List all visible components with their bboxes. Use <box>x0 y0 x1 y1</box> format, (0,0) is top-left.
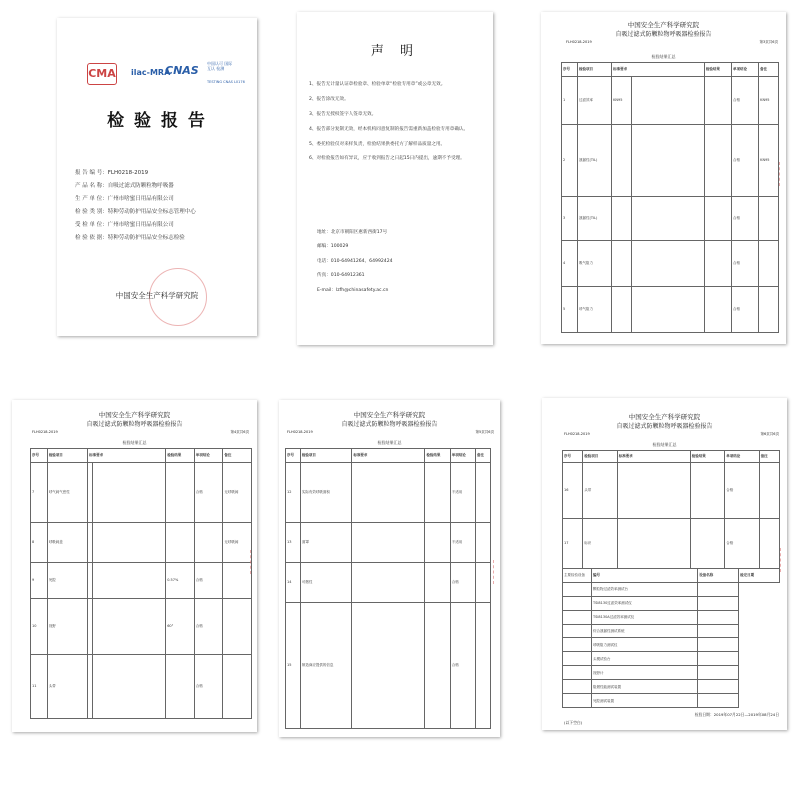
result-cell: 合格 <box>732 197 759 241</box>
item-cell: 面罩 <box>300 523 351 563</box>
item-cell: 视野 <box>47 599 87 655</box>
header-cell: 序号 <box>563 451 583 463</box>
cnas-caption: 中国认可 国际互认 检测 <box>207 61 233 71</box>
item-cell: 呼气阀气密性 <box>47 463 87 523</box>
page-number: 第4页共6页 <box>230 430 249 434</box>
declaration-item: 4、报告部分复制无效，经本机构同意复制的报告需重新加盖检验专用章确认。 <box>309 126 469 132</box>
equipment-label: 主要检验设备 <box>563 569 592 583</box>
cover-page <box>57 18 257 336</box>
report-number: FLH0218-2019 <box>32 430 58 434</box>
cover-field-value: 广州市啥蜜日用品有限公司 <box>107 222 174 228</box>
item-cell: 死腔 <box>47 563 87 599</box>
contact-info <box>317 230 487 302</box>
cover-field-value: FLH0218-2019 <box>107 170 149 176</box>
cover-fields <box>75 168 250 246</box>
item-cell: 制造商应提供的信息 <box>300 603 351 729</box>
declaration-page <box>297 12 493 345</box>
header-cell: 备注 <box>759 63 779 77</box>
header-cell: 标准要求 <box>617 451 690 463</box>
equipment-rows <box>563 582 780 707</box>
header-cell: 序号 <box>562 63 578 77</box>
result-cell: 合格 <box>732 241 759 287</box>
cover-field-row: 检 验 类 别：特种劳动防护用品安全标志管理中心 <box>75 209 196 215</box>
equipment-row <box>563 680 780 694</box>
results-table: 序号 检验项目 标准要求 检验结果 单项结论 备注 7 呼气阀气密性 合格 无呼吸阀 8 呼吸阀盖 无呼吸阀 9 死腔 0.57% 合格 10 视野 60° 合格 11 头带 合格 <box>30 448 252 719</box>
summary-label: 检验结果汇总 <box>652 442 677 447</box>
page-institute: 中国安全生产科学研究院 <box>98 411 171 419</box>
equipment-name: 呼吸阻力测试仪 <box>592 638 698 652</box>
header-cell: 备注 <box>223 449 252 463</box>
cnas-caption-en: TESTING CNAS L0176 <box>207 80 245 84</box>
item-cell: 呼气阻力 <box>577 287 611 333</box>
contact-line: 邮编：100029 <box>317 244 349 250</box>
page-seal-mark <box>780 548 785 572</box>
equipment-name: 阻燃性能测试装置 <box>592 680 698 694</box>
equipment-name: 死腔测试装置 <box>592 694 698 708</box>
cover-field-label: 生 产 单 位 <box>75 196 103 202</box>
cover-institute: 中国安全生产科学研究院 <box>115 291 199 300</box>
page-seal-mark <box>250 550 255 574</box>
equipment-table: 主要检验设备 编号 设备名称 检定日期 颗粒物过滤效率测试台 TSI8130过滤效率测试仪 TSI8130A过滤效率测试仪 综合泄漏性测试系统 呼吸阻力测试仪 头模试验台 视野计 阻燃性能测试装置 死腔测试装置 <box>562 568 780 708</box>
header-cell: 单项结论 <box>725 451 759 463</box>
equipment-row <box>563 582 780 596</box>
declaration-item: 6、对检验报告如有异议，应于收到报告之日起15日内提出，逾期不予受理。 <box>309 156 465 162</box>
item-cell: 可燃性 <box>300 563 351 603</box>
header-cell: 标准要求 <box>352 449 425 463</box>
item-cell: 标识 <box>583 519 617 569</box>
cover-field-row: 生 产 单 位：广州市啥蜜日用品有限公司 <box>75 196 174 202</box>
equipment-row <box>563 610 780 624</box>
report-page-3 <box>541 12 786 344</box>
header-cell: 检验结果 <box>704 63 731 77</box>
remark-cell: KN95 <box>759 77 779 125</box>
page-subtitle: 自吸过滤式防颗粒物呼吸器检验报告 <box>86 421 183 428</box>
page-number: 第5页共6页 <box>475 430 494 434</box>
item-cell: 实际有效呼吸面积 <box>300 463 351 523</box>
item-cell: 泄漏性(TIL) <box>577 125 611 197</box>
page-subtitle: 自吸过滤式防颗粒物呼吸器检验报告 <box>616 423 713 430</box>
header-cell: 单项结论 <box>450 449 475 463</box>
declaration-item: 3、报告无授权签字人签章无效。 <box>309 111 377 117</box>
result-cell: 不适用 <box>450 523 475 563</box>
header-cell: 检验结果 <box>425 449 450 463</box>
report-page-5 <box>279 400 500 737</box>
result-cell: 合格 <box>732 125 759 197</box>
cover-field-label: 检 验 类 别 <box>75 209 103 215</box>
contact-line: 电话：010-64941264、64992424 <box>317 258 393 264</box>
header-cell: 检验项目 <box>300 449 351 463</box>
equipment-name: TSI8130过滤效率测试仪 <box>592 596 698 610</box>
result-cell: 0.57% <box>166 563 195 599</box>
cover-field-label: 检 验 依 据 <box>75 235 103 241</box>
cover-field-row: 检 验 依 据：特种劳动防护用品安全标志检验 <box>75 235 185 241</box>
remark-cell: KN95 <box>759 125 779 197</box>
declaration-item: 2、报告涂改无效。 <box>309 96 349 102</box>
header-cell: 检验结果 <box>166 449 195 463</box>
equipment-name: 头模试验台 <box>592 652 698 666</box>
cover-field-value: 特种劳动防护用品安全标志管理中心 <box>107 209 196 215</box>
item-cell: 呼吸阀盖 <box>47 523 87 563</box>
header-cell: 序号 <box>286 449 301 463</box>
results-table: 序号 检验项目 标准要求 检验结果 单项结论 备注 1 过滤效率 KN95 合格 KN95 2 泄漏性(TIL) 合格 KN95 3 泄漏性(TIL) 合格 4 吸气阻力 合格 5 呼气阻力 合格 <box>561 62 779 333</box>
header-cell: 单项结论 <box>732 63 759 77</box>
summary-label: 检验结果汇总 <box>651 54 676 59</box>
result-cell: 合格 <box>725 463 759 519</box>
cover-field-row: 产 品 名 称：自吸过滤式防颗粒物呼吸器 <box>75 183 174 189</box>
page-number: 第3页共6页 <box>759 40 778 44</box>
page-subtitle: 自吸过滤式防颗粒物呼吸器检验报告 <box>341 421 438 428</box>
header-cell: 单项结论 <box>194 449 223 463</box>
page-institute: 中国安全生产科学研究院 <box>628 413 701 421</box>
declaration-title: 声 明 <box>370 44 420 59</box>
equipment-name: 颗粒物过滤效率测试台 <box>592 582 698 596</box>
header-cell: 标准要求 <box>612 63 705 77</box>
report-page-6 <box>542 398 787 730</box>
equipment-name: TSI8130A过滤效率测试仪 <box>592 610 698 624</box>
item-cell: 头带 <box>583 463 617 519</box>
item-cell: 头带 <box>47 655 87 719</box>
page-seal-mark <box>493 560 498 584</box>
declaration-list <box>309 82 485 171</box>
cnas-logo: CNAS <box>165 64 199 77</box>
cover-field-value: 自吸过滤式防颗粒物呼吸器 <box>107 183 174 189</box>
item-cell: 过滤效率 <box>577 77 611 125</box>
declaration-item: 5、委托检验仅对来样负责，检验结果供委托方了解样品质量之用。 <box>309 141 446 147</box>
summary-label: 检验结果汇总 <box>377 440 402 445</box>
report-number: FLH0218-2019 <box>566 40 592 44</box>
blank-note: (以下空白) <box>564 720 583 725</box>
ilac-logo: ilac-MRA <box>131 68 171 77</box>
page-seal-mark <box>779 162 784 186</box>
declaration-item: 1、报告无计量认证章检验章、检验单章“检验专用章”或公章无效。 <box>309 82 446 87</box>
result-cell: 合格 <box>450 563 475 603</box>
results-table: 序号 检验项目 标准要求 检验结果 单项结论 备注 16 头带 合格 17 标识 合格 <box>562 450 780 569</box>
result-cell: 合格 <box>732 287 759 333</box>
summary-label: 检验结果汇总 <box>122 440 147 445</box>
header-cell: 检验项目 <box>47 449 87 463</box>
header-cell: 标准要求 <box>88 449 166 463</box>
equipment-row <box>563 596 780 610</box>
remark-cell: 无呼吸阀 <box>223 463 252 523</box>
item-cell: 泄漏性(TIL) <box>577 197 611 241</box>
cover-field-row: 受 检 单 位：广州市啥蜜日用品有限公司 <box>75 222 174 228</box>
cover-field-value: 广州市啥蜜日用品有限公司 <box>107 196 174 202</box>
result-cell: 合格 <box>194 599 223 655</box>
equipment-name: 综合泄漏性测试系统 <box>592 624 698 638</box>
cover-field-value: 特种劳动防护用品安全标志检验 <box>107 235 185 241</box>
header-cell: 检验项目 <box>577 63 611 77</box>
page-number: 第6页共6页 <box>760 432 779 436</box>
header-cell: 检验项目 <box>583 451 617 463</box>
result-cell: 合格 <box>194 463 223 523</box>
page-institute: 中国安全生产科学研究院 <box>627 21 700 29</box>
page-subtitle: 自吸过滤式防颗粒物呼吸器检验报告 <box>615 31 712 38</box>
contact-line: E-mail：lzfh@chinasafety.ac.cn <box>317 287 389 293</box>
table-row: 1 <box>562 77 578 125</box>
result-cell: 合格 <box>725 519 759 569</box>
report-number: FLH0218-2019 <box>287 430 313 434</box>
cover-field-label: 报 告 编 号 <box>75 170 103 176</box>
header-cell: 备注 <box>759 451 779 463</box>
item-cell: 吸气阻力 <box>577 241 611 287</box>
equipment-row <box>563 666 780 680</box>
cover-field-row: 报 告 编 号：FLH0218-2019 <box>75 170 149 176</box>
cma-logo: CMA <box>87 63 117 85</box>
equipment-name: 视野计 <box>592 666 698 680</box>
report-number: FLH0218-2019 <box>564 432 590 436</box>
equipment-row <box>563 638 780 652</box>
header-cell: 检验结果 <box>690 451 724 463</box>
equipment-row <box>563 694 780 708</box>
contact-line: 传真：010-64912361 <box>317 273 365 279</box>
cover-title: 检 验 报 告 <box>107 111 207 131</box>
cover-field-label: 受 检 单 位 <box>75 222 103 228</box>
cover-field-label: 产 品 名 称 <box>75 183 103 189</box>
result-cell: 合格 <box>450 603 475 729</box>
result-cell: 合格 <box>732 77 759 125</box>
header-cell: 序号 <box>31 449 48 463</box>
remark-cell: 无呼吸阀 <box>223 523 252 563</box>
result-cell: 合格 <box>194 563 223 599</box>
grade-cell: KN95 <box>612 77 632 125</box>
test-date: 检验日期：2019年07月22日—2019年08月24日 <box>694 712 779 717</box>
equipment-row <box>563 624 780 638</box>
contact-line: 地址：北京市朝阳区惠新西街17号 <box>317 230 388 235</box>
result-cell: 60° <box>166 599 195 655</box>
result-cell: 不适用 <box>450 463 475 523</box>
page-institute: 中国安全生产科学研究院 <box>353 411 426 419</box>
report-page-4 <box>12 400 257 732</box>
header-cell: 备注 <box>476 449 491 463</box>
results-table: 序号 检验项目 标准要求 检验结果 单项结论 备注 12 实际有效呼吸面积 不适用 13 面罩 不适用 14 可燃性 合格 15 制造商应提供的信息 合格 <box>285 448 491 729</box>
result-cell: 合格 <box>194 655 223 719</box>
equipment-row <box>563 652 780 666</box>
